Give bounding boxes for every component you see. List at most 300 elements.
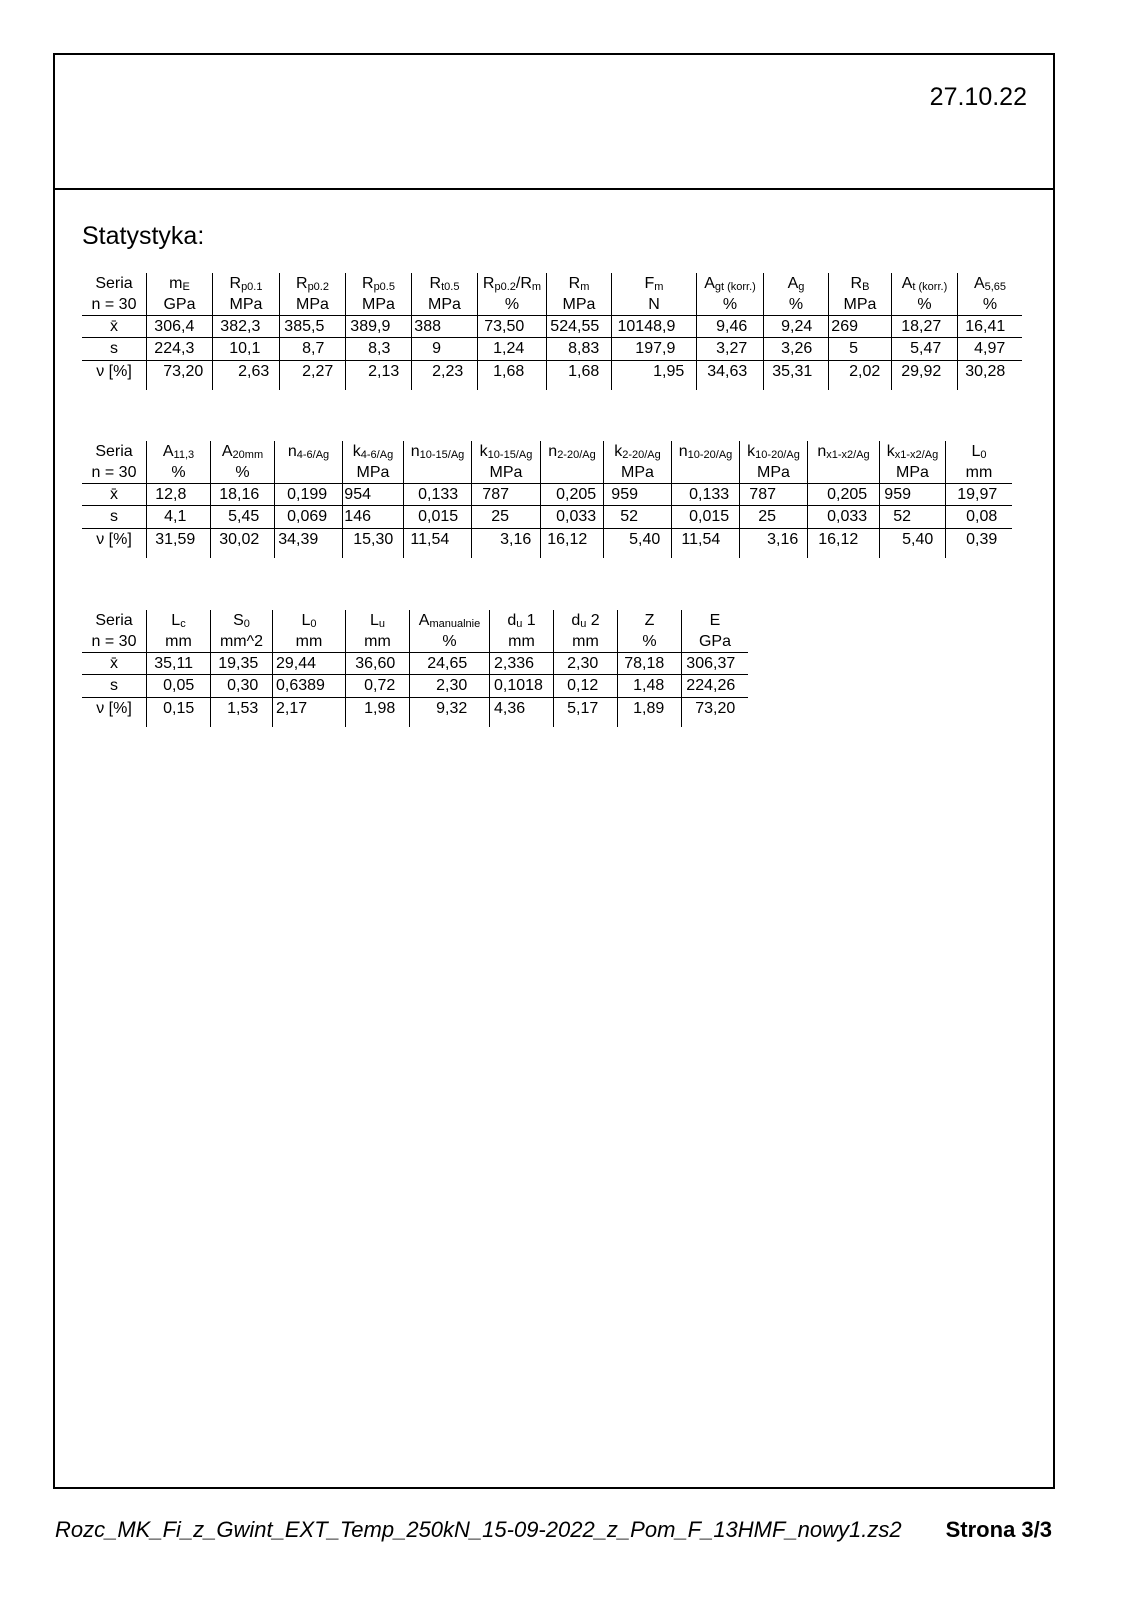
- value-integer-part: 1: [493, 340, 502, 357]
- label-text: L: [301, 612, 311, 629]
- value-integer-part: 388: [414, 318, 441, 335]
- value-integer-part: 8: [368, 340, 377, 357]
- label-text: /R: [515, 275, 532, 292]
- statistics-table-1: [82, 273, 1022, 390]
- row-label: x̄: [82, 653, 147, 674]
- value-decimal-part: ,1: [247, 340, 261, 357]
- value-integer-part: 0: [556, 486, 565, 503]
- column-unit: mm^2: [211, 632, 273, 652]
- value-cell: [346, 675, 410, 697]
- value-integer-part: 9: [781, 318, 790, 335]
- column-unit: %: [892, 295, 958, 315]
- value-decimal-part: ,55: [577, 318, 600, 335]
- series-header: [82, 441, 147, 463]
- label-subscript: 4-6/Ag: [296, 449, 330, 461]
- value-cell: [612, 361, 697, 390]
- label-subscript: u: [378, 618, 386, 630]
- value-integer-part: 25: [491, 508, 509, 525]
- value-decimal-part: ,015: [698, 508, 730, 525]
- value-decimal-part: ,3: [377, 340, 391, 357]
- label-subscript: manualnie: [429, 618, 481, 630]
- value-decimal-part: ,3: [247, 318, 261, 335]
- value-cell: [147, 484, 211, 505]
- value-cell: [547, 316, 612, 337]
- value-decimal-part: ,46: [725, 318, 748, 335]
- column-unit: %: [764, 295, 829, 315]
- value-integer-part: 306: [154, 318, 181, 335]
- value-cell: [343, 506, 404, 528]
- std-dev-row: [82, 675, 748, 698]
- value-integer-part: 0: [364, 677, 373, 694]
- value-integer-part: 31: [155, 531, 173, 548]
- value-cell: [764, 338, 829, 360]
- value-cell: [829, 338, 892, 360]
- value-decimal-part: ,069: [296, 508, 328, 525]
- label-subscript: p0.2: [307, 281, 329, 293]
- value-integer-part: 0: [418, 508, 427, 525]
- value-decimal-part: ,20: [713, 700, 736, 717]
- value-integer-part: 78: [624, 655, 642, 672]
- mean-row: [82, 316, 1022, 338]
- value-decimal-part: ,65: [445, 655, 468, 672]
- value-decimal-part: ,17: [576, 700, 599, 717]
- value-integer-part: 4: [164, 508, 173, 525]
- column-header: [346, 610, 410, 632]
- value-integer-part: 1: [227, 700, 236, 717]
- column-header: [404, 441, 472, 463]
- label-text: A: [901, 275, 913, 292]
- label-text: R: [482, 275, 495, 292]
- value-cell: [410, 653, 490, 674]
- label-text: S: [233, 612, 244, 629]
- value-integer-part: 0: [418, 486, 427, 503]
- label-subscript: E: [182, 281, 190, 293]
- label-text: L: [971, 443, 981, 460]
- value-integer-part: 3: [781, 340, 790, 357]
- label-subscript: p0.2: [494, 281, 516, 293]
- label-subscript: 0: [980, 449, 987, 461]
- report-date: 27.10.22: [929, 83, 1027, 111]
- value-cell: [147, 529, 211, 558]
- value-decimal-part: ,7: [311, 340, 325, 357]
- header-divider: [53, 188, 1055, 190]
- value-decimal-part: ,23: [441, 363, 464, 380]
- column-unit: %: [478, 295, 547, 315]
- label-subscript: 10-20/Ag: [755, 449, 800, 461]
- value-cell: [682, 653, 748, 674]
- label-subscript: 10-15/Ag: [419, 449, 465, 461]
- value-decimal-part: ,015: [427, 508, 459, 525]
- value-cell: 29,44: [273, 653, 346, 674]
- value-integer-part: 1: [493, 363, 502, 380]
- label-subscript: 10-15/Ag: [487, 449, 533, 461]
- label-text: A: [221, 443, 233, 460]
- value-cell: [697, 338, 764, 360]
- value-cell: [404, 506, 472, 528]
- value-cell: [946, 506, 1012, 528]
- label-text: Seria: [95, 612, 133, 629]
- label-subscript: 2-20/Ag: [557, 449, 596, 461]
- value-decimal-part: ,60: [373, 655, 396, 672]
- value-cell: [547, 338, 612, 360]
- label-text: k: [479, 443, 488, 460]
- row-label: s: [82, 675, 147, 697]
- value-cell: [697, 316, 764, 337]
- value-decimal-part: ,63: [247, 363, 270, 380]
- value-cell: [147, 361, 213, 390]
- value-cell: [404, 529, 472, 558]
- value-integer-part: 35: [154, 655, 172, 672]
- value-cell: [147, 698, 211, 727]
- value-integer-part: 0: [567, 677, 576, 694]
- column-unit: MPa: [740, 463, 808, 483]
- column-unit: mm: [273, 632, 346, 652]
- value-decimal-part: ,18: [642, 655, 665, 672]
- column-unit: MPa: [547, 295, 612, 315]
- label-subscript: g: [798, 281, 805, 293]
- value-cell: [280, 316, 346, 337]
- label-text: R: [429, 275, 442, 292]
- value-decimal-part: ,59: [173, 531, 196, 548]
- label-text: d: [507, 612, 517, 629]
- value-integer-part: 954: [344, 486, 371, 503]
- column-header: [612, 273, 697, 295]
- label-subscript: p0.1: [241, 281, 263, 293]
- value-cell: [147, 316, 213, 337]
- value-integer-part: 2: [436, 677, 445, 694]
- row-label: ν [%]: [82, 529, 147, 558]
- column-unit: %: [410, 632, 490, 652]
- label-subscript: m: [531, 281, 542, 293]
- header-row: [82, 273, 1022, 295]
- value-cell: [147, 653, 211, 674]
- std-dev-row: [82, 506, 1012, 529]
- value-cell: [541, 529, 604, 558]
- row-label: s: [82, 506, 147, 528]
- value-decimal-part: ,9: [662, 340, 676, 357]
- value-decimal-part: ,30: [445, 677, 468, 694]
- section-title: Statystyka:: [82, 222, 205, 250]
- value-decimal-part: ,3: [181, 340, 195, 357]
- column-header: [604, 441, 672, 463]
- value-decimal-part: ,83: [577, 340, 600, 357]
- value-cell: [346, 338, 412, 360]
- value-cell: [211, 506, 275, 528]
- value-decimal-part: ,95: [662, 363, 685, 380]
- value-decimal-part: ,199: [296, 486, 328, 503]
- value-integer-part: 29: [901, 363, 919, 380]
- label-text: R: [296, 275, 308, 292]
- value-decimal-part: ,27: [725, 340, 748, 357]
- value-integer-part: 5: [567, 700, 576, 717]
- value-integer-part: 1: [653, 363, 662, 380]
- value-cell: [672, 529, 740, 558]
- value-integer-part: 9: [432, 340, 441, 357]
- series-header: [82, 273, 147, 295]
- value-decimal-part: ,30: [236, 677, 259, 694]
- value-cell: 0,6389: [273, 675, 346, 697]
- value-cell: [892, 361, 958, 390]
- value-integer-part: 0: [966, 508, 975, 525]
- value-cell: [547, 361, 612, 390]
- column-unit: mm: [490, 632, 554, 652]
- value-integer-part: 10: [229, 340, 247, 357]
- column-header: [618, 610, 682, 632]
- value-decimal-part: ,033: [565, 508, 597, 525]
- value-decimal-part: ,24: [502, 340, 525, 357]
- label-subscript: t (korr.): [912, 281, 948, 293]
- label-text: A: [418, 612, 430, 629]
- value-integer-part: 12: [155, 486, 173, 503]
- value-decimal-part: ,12: [836, 531, 859, 548]
- value-cell: [275, 529, 343, 558]
- column-unit: %: [982, 296, 998, 313]
- value-cell: [958, 316, 1022, 337]
- value-decimal-part: ,37: [713, 655, 736, 672]
- column-header: [490, 610, 554, 632]
- label-text: Seria: [95, 443, 133, 460]
- column-header: [147, 273, 213, 295]
- value-cell: [958, 361, 1022, 390]
- value-decimal-part: ,11: [172, 655, 194, 672]
- label-subscript: m: [580, 281, 590, 293]
- column-unit: GPa: [698, 633, 731, 650]
- column-header: [958, 273, 1022, 295]
- value-integer-part: 0: [689, 486, 698, 503]
- value-decimal-part: ,133: [698, 486, 730, 503]
- value-integer-part: 2: [368, 363, 377, 380]
- value-decimal-part: ,16: [509, 531, 532, 548]
- value-decimal-part: ,40: [638, 531, 661, 548]
- column-unit: MPa: [880, 463, 946, 483]
- value-integer-part: 8: [302, 340, 311, 357]
- value-decimal-part: ,16: [237, 486, 260, 503]
- column-header: [682, 610, 748, 632]
- column-unit: MPa: [412, 295, 478, 315]
- value-decimal-part: ,39: [975, 531, 998, 548]
- column-header: [275, 441, 343, 463]
- value-integer-part: 5: [902, 531, 911, 548]
- value-integer-part: 1: [633, 677, 642, 694]
- value-integer-part: 0: [287, 486, 296, 503]
- label-text: Z: [644, 612, 655, 629]
- value-integer-part: 2: [302, 363, 311, 380]
- label-subscript: u: [516, 618, 523, 630]
- value-integer-part: 1: [364, 700, 373, 717]
- value-integer-part: 959: [611, 486, 638, 503]
- label-text: n: [817, 443, 827, 460]
- column-header: [472, 441, 541, 463]
- value-integer-part: 15: [353, 531, 371, 548]
- value-cell: [213, 361, 280, 390]
- column-unit: %: [211, 463, 275, 483]
- label-text: k: [747, 443, 756, 460]
- value-integer-part: 4: [974, 340, 983, 357]
- value-integer-part: 382: [220, 318, 247, 335]
- label-subscript: 0: [243, 618, 250, 630]
- value-decimal-part: ,28: [983, 363, 1006, 380]
- value-integer-part: 2: [849, 363, 858, 380]
- value-cell: [472, 529, 541, 558]
- label-text: A: [162, 443, 174, 460]
- value-cell: [682, 698, 748, 727]
- value-cell: [618, 698, 682, 727]
- column-unit: MPa: [829, 295, 892, 315]
- value-integer-part: 959: [884, 486, 911, 503]
- value-cell: [343, 529, 404, 558]
- value-decimal-part: ,26: [790, 340, 813, 357]
- value-integer-part: 306: [686, 655, 713, 672]
- column-unit: MPa: [343, 463, 404, 483]
- value-cell: [346, 316, 412, 337]
- value-cell: [275, 484, 343, 505]
- value-integer-part: 30: [965, 363, 983, 380]
- value-integer-part: 385: [284, 318, 311, 335]
- value-cell: [541, 484, 604, 505]
- column-header: [343, 441, 404, 463]
- column-unit: [808, 463, 880, 483]
- value-cell: [478, 338, 547, 360]
- value-decimal-part: ,54: [427, 531, 450, 548]
- label-text: k: [352, 443, 361, 460]
- label-text: E: [709, 612, 721, 629]
- label-subscript: 2-20/Ag: [622, 449, 661, 461]
- value-integer-part: 5: [228, 508, 237, 525]
- value-integer-part: 19: [218, 655, 236, 672]
- value-decimal-part: ,92: [919, 363, 942, 380]
- value-cell: [211, 675, 273, 697]
- value-integer-part: 30: [219, 531, 237, 548]
- value-cell: [880, 506, 946, 528]
- value-decimal-part: ,24: [790, 318, 813, 335]
- value-integer-part: 11: [681, 531, 698, 548]
- statistics-table-2: [82, 441, 1012, 558]
- label-text: A: [787, 275, 799, 292]
- value-cell: [346, 653, 410, 674]
- value-cell: [764, 316, 829, 337]
- value-cell: [404, 484, 472, 505]
- value-cell: [618, 675, 682, 697]
- column-header: [547, 273, 612, 295]
- value-cell: 4,36: [490, 698, 554, 727]
- value-integer-part: 0: [827, 508, 836, 525]
- value-integer-part: 52: [893, 508, 911, 525]
- column-header: [211, 441, 275, 463]
- value-cell: [880, 529, 946, 558]
- value-integer-part: 787: [749, 486, 776, 503]
- value-integer-part: 73: [163, 363, 181, 380]
- row-label: ν [%]: [82, 361, 147, 390]
- value-cell: [213, 338, 280, 360]
- label-text: 2: [586, 612, 600, 629]
- value-cell: [478, 361, 547, 390]
- value-cell: [213, 316, 280, 337]
- value-cell: [740, 506, 808, 528]
- value-decimal-part: ,20: [181, 363, 204, 380]
- column-header: [147, 441, 211, 463]
- column-unit: [541, 463, 604, 483]
- row-label: s: [82, 338, 147, 360]
- label-subscript: 11,3: [173, 449, 195, 461]
- value-cell: [280, 338, 346, 360]
- value-integer-part: 3: [716, 340, 725, 357]
- value-cell: [211, 529, 275, 558]
- column-unit: N: [612, 295, 697, 315]
- value-decimal-part: ,02: [237, 531, 260, 548]
- label-subscript: 5,65: [984, 281, 1007, 293]
- value-integer-part: 0: [689, 508, 698, 525]
- label-text: A: [973, 275, 985, 292]
- value-integer-part: 389: [350, 318, 377, 335]
- label-text: R: [568, 275, 581, 292]
- value-cell: [682, 675, 748, 697]
- value-integer-part: 11: [410, 531, 427, 548]
- value-integer-part: 5: [629, 531, 638, 548]
- value-cell: [478, 316, 547, 337]
- value-integer-part: 0: [827, 486, 836, 503]
- value-cell: [808, 506, 880, 528]
- value-decimal-part: ,133: [427, 486, 459, 503]
- label-subscript: x1-x2/Ag: [826, 449, 870, 461]
- column-unit: mm: [965, 464, 993, 481]
- variation-coefficient-row: [82, 529, 1012, 558]
- value-integer-part: 787: [482, 486, 509, 503]
- column-header: [410, 610, 490, 632]
- label-subscript: x1-x2/Ag: [894, 449, 939, 461]
- value-integer-part: 24: [427, 655, 445, 672]
- value-decimal-part: ,63: [725, 363, 748, 380]
- value-cell: [672, 506, 740, 528]
- value-decimal-part: ,08: [975, 508, 998, 525]
- column-unit: mm: [554, 632, 618, 652]
- value-integer-part: 2: [567, 655, 576, 672]
- label-text: k: [614, 443, 623, 460]
- value-cell: [604, 506, 672, 528]
- label-text: F: [644, 275, 655, 292]
- value-cell: [958, 338, 1022, 360]
- label-text: n: [410, 443, 420, 460]
- column-header: [554, 610, 618, 632]
- value-decimal-part: ,15: [172, 700, 195, 717]
- value-decimal-part: ,4: [181, 318, 195, 335]
- value-integer-part: 73: [484, 318, 502, 335]
- value-decimal-part: ,205: [836, 486, 868, 503]
- label-text: R: [229, 275, 242, 292]
- sample-count: n = 30: [82, 295, 147, 315]
- column-header: [147, 610, 211, 632]
- value-decimal-part: ,31: [790, 363, 813, 380]
- label-text: n: [287, 443, 297, 460]
- value-cell: [280, 361, 346, 390]
- value-integer-part: 34: [278, 531, 296, 548]
- column-header: [740, 441, 808, 463]
- value-decimal-part: ,68: [577, 363, 600, 380]
- value-integer-part: 19: [957, 486, 975, 503]
- value-decimal-part: ,12: [576, 677, 599, 694]
- value-cell: [147, 338, 213, 360]
- value-cell: [697, 361, 764, 390]
- column-unit: MPa: [472, 463, 541, 483]
- value-integer-part: 52: [620, 508, 638, 525]
- value-decimal-part: ,39: [296, 531, 319, 548]
- value-decimal-part: ,05: [172, 677, 195, 694]
- unit-row: [82, 632, 748, 653]
- variation-coefficient-row: [82, 361, 1022, 390]
- label-text: d: [571, 612, 581, 629]
- label-subscript: B: [862, 281, 870, 293]
- statistics-table-3: [82, 610, 748, 727]
- value-integer-part: 34: [707, 363, 725, 380]
